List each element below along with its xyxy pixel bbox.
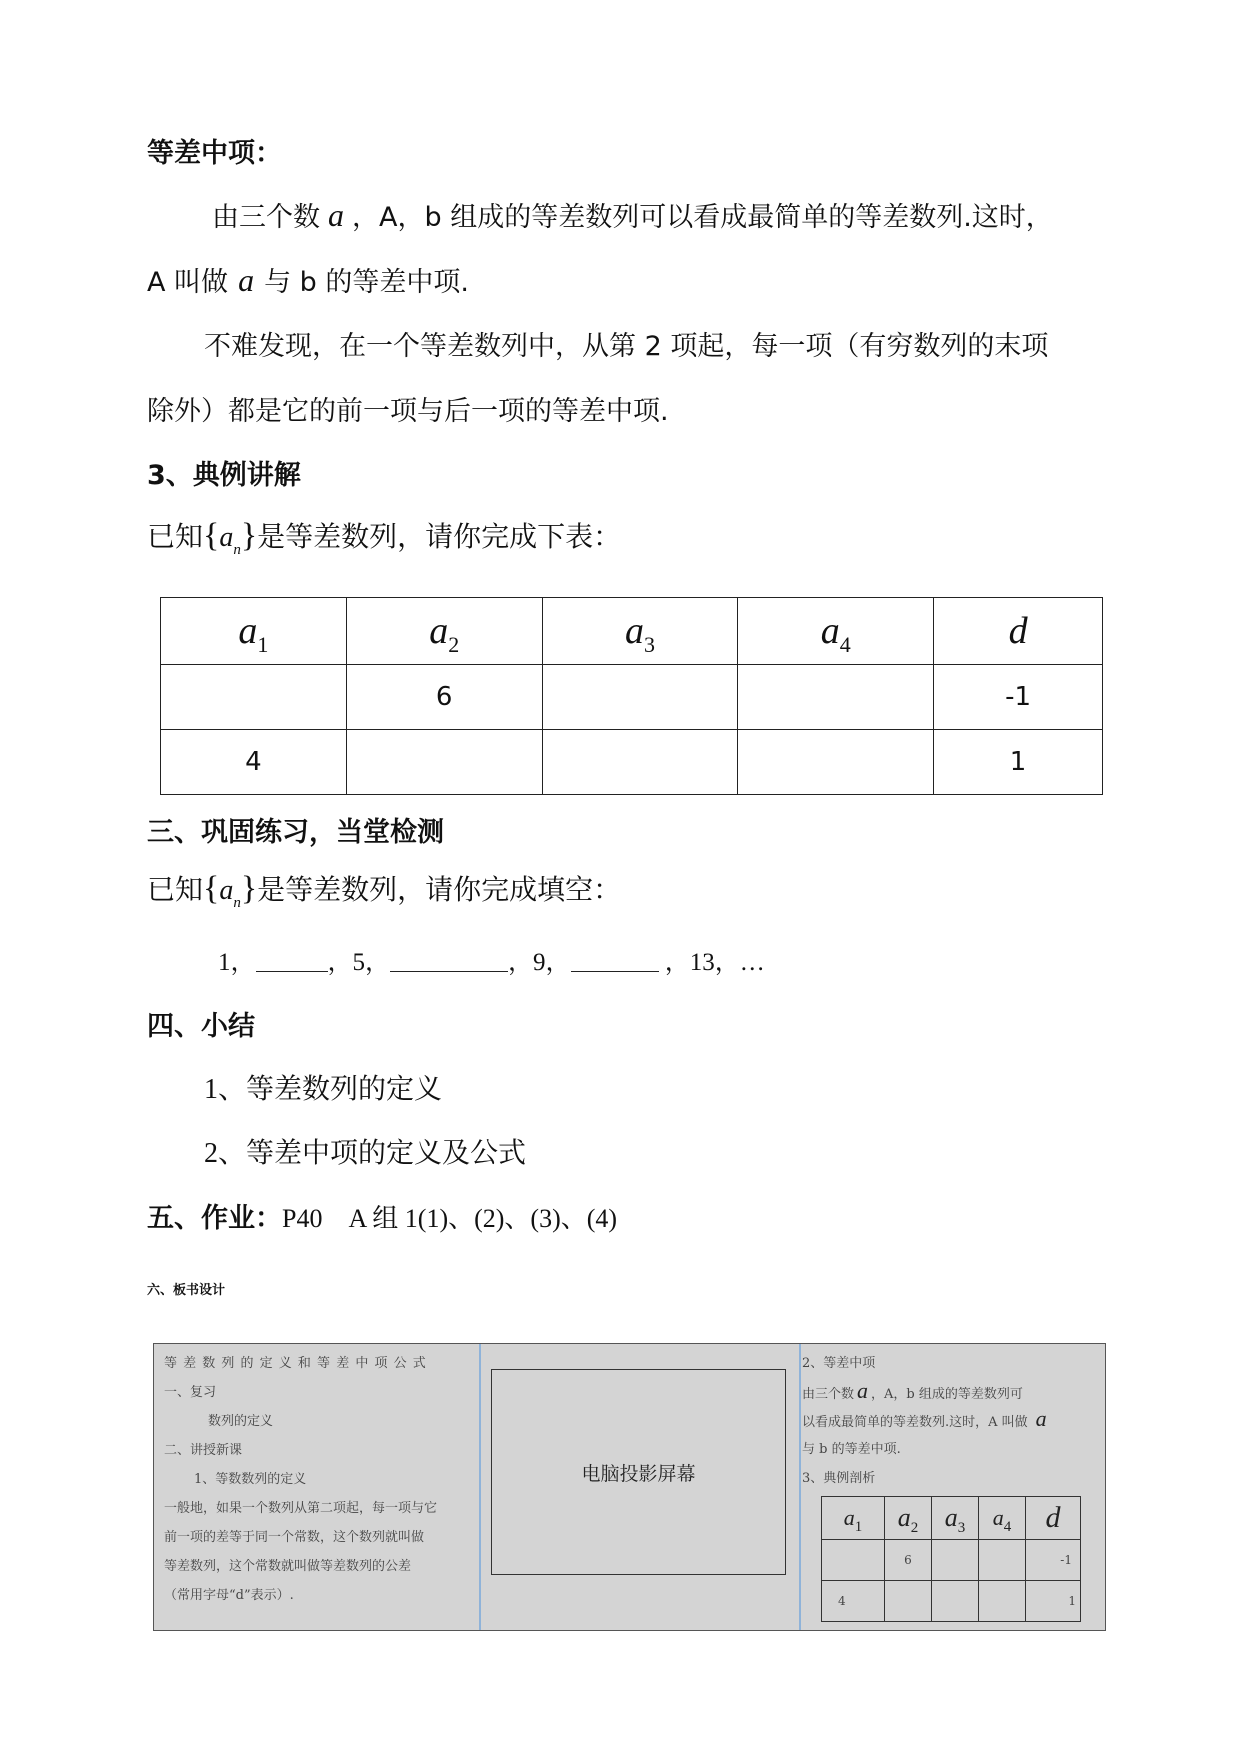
homework-line: [147, 1196, 617, 1235]
board-divider: [799, 1344, 801, 1630]
brace-right: }: [240, 870, 258, 907]
mini-cell: 1: [1026, 1581, 1081, 1622]
seq-sub: n: [233, 895, 241, 911]
section-title-median: 等差中项：: [147, 138, 282, 169]
board-left-line: （常用字母“d”表示）.: [164, 1588, 294, 1603]
mini-cell: 4: [822, 1581, 885, 1622]
board-left-title: 等 差 数 列 的 定 义 和 等 差 中 项 公 式: [164, 1356, 427, 1371]
table-cell[interactable]: [738, 665, 934, 730]
mini-header-row: [822, 1497, 1081, 1540]
table-header-cell: [542, 598, 738, 665]
table-cell[interactable]: -1: [934, 665, 1103, 730]
practice-intro: [147, 868, 622, 911]
example-intro: [147, 515, 622, 558]
math-var-a: a: [328, 197, 344, 233]
header-sub: 4: [839, 632, 851, 657]
homework-label: 五、作业：: [147, 1203, 282, 1234]
median-paragraph-2: [147, 260, 469, 299]
board-left-line: 一般地，如果一个数列从第二项起，每一项与它: [164, 1501, 438, 1516]
board-left-line: 1、等数数列的定义: [194, 1472, 307, 1487]
table-cell[interactable]: 1: [934, 730, 1103, 795]
median-paragraph-1: [212, 195, 1053, 234]
section-title-practice: 三、巩固练习，当堂检测: [147, 817, 444, 848]
brace-right: }: [240, 517, 258, 554]
table-cell[interactable]: [161, 665, 347, 730]
section-title-summary: 四、小结: [147, 1011, 255, 1042]
mini-cell: [932, 1581, 979, 1622]
summary-item: 1、等差数列的定义: [204, 1074, 443, 1105]
header-var: d: [1008, 610, 1028, 652]
header-var: a: [238, 610, 258, 652]
example-text: 是等差数列，请你完成下表：: [257, 522, 622, 553]
section-title-board: 六、板书设计: [147, 1283, 226, 1298]
board-left-line: 前一项的差等于同一个常数，这个数列就叫做: [164, 1530, 425, 1545]
brace-left: {: [203, 870, 220, 907]
header-var: a: [624, 610, 644, 652]
homework-text: P40 A 组 1(1)、(2)、(3)、(4): [282, 1204, 618, 1233]
median-text: ，A，b 组成的等差数列可以看成最简单的等差数列.这时，: [352, 202, 1053, 233]
header-sub: 1: [257, 632, 269, 657]
table-row: [161, 730, 1103, 795]
table-header-cell: [738, 598, 934, 665]
section-title-example: 3、典例讲解: [147, 460, 301, 491]
board-left-line: 一、复习: [164, 1385, 217, 1400]
math-var-a: a: [857, 1378, 869, 1403]
mini-cell: [885, 1581, 932, 1622]
board-divider: [479, 1344, 481, 1630]
mini-header-sub: 1: [854, 1519, 863, 1535]
summary-item: 2、等差中项的定义及公式: [204, 1138, 527, 1169]
mini-header-cell: [822, 1497, 885, 1540]
practice-text: 已知: [147, 875, 204, 906]
board-design: [153, 1343, 1106, 1631]
practice-sequence: [218, 942, 765, 978]
mini-row: [822, 1540, 1081, 1581]
mini-cell: -1: [1026, 1540, 1081, 1581]
mini-header-sub: 2: [910, 1520, 919, 1536]
header-sub: 3: [643, 632, 655, 657]
mini-header-var: a: [897, 1503, 911, 1532]
median-text: A 叫做: [147, 267, 229, 298]
mini-header-cell: [979, 1497, 1026, 1540]
table-row: [161, 665, 1103, 730]
projection-screen: 电脑投影屏幕: [491, 1369, 786, 1575]
table-cell[interactable]: 4: [161, 730, 347, 795]
mini-header-sub: 3: [957, 1520, 966, 1536]
board-right-text: 以看成最简单的等差数列.这时，A 叫做: [802, 1415, 1028, 1430]
board-left-line: 等差数列，这个常数就叫做等差数列的公差: [164, 1559, 412, 1574]
table-cell[interactable]: [542, 665, 738, 730]
mini-header-sub: 4: [1003, 1519, 1012, 1535]
fill-blank-2[interactable]: [390, 947, 508, 972]
board-left-line: 二、讲授新课: [164, 1443, 243, 1458]
board-right-line: 3、典例剖析: [802, 1471, 876, 1486]
header-var: a: [429, 610, 449, 652]
table-header-cell: [934, 598, 1103, 665]
header-sub: 2: [448, 632, 460, 657]
board-right-title: 2、等差中项: [802, 1356, 876, 1371]
table-cell[interactable]: [738, 730, 934, 795]
board-right-line: [802, 1406, 1047, 1432]
board-right-line: 与 b 的等差中项.: [802, 1442, 901, 1457]
math-var-a: a: [1035, 1406, 1047, 1431]
table-header-row: [161, 598, 1103, 665]
mini-header-cell: [932, 1497, 979, 1540]
mini-header-cell: [885, 1497, 932, 1540]
median-paragraph-4: 除外）都是它的前一项与后一项的等差中项.: [147, 396, 669, 427]
mini-header-var: a: [992, 1505, 1004, 1530]
mini-cell: [979, 1540, 1026, 1581]
mini-cell: [822, 1540, 885, 1581]
table-cell[interactable]: [542, 730, 738, 795]
mini-header-var: d: [1045, 1501, 1061, 1534]
mini-row: [822, 1581, 1081, 1622]
fill-blank-3[interactable]: [571, 947, 659, 972]
mini-header-var: a: [944, 1503, 958, 1532]
seq-term: ，13，…: [664, 949, 765, 976]
mini-cell: [979, 1581, 1026, 1622]
board-right-text: 由三个数: [802, 1387, 855, 1402]
mini-cell: 6: [885, 1540, 932, 1581]
sequence-table: [160, 597, 1103, 795]
practice-text: 是等差数列，请你完成填空：: [257, 875, 622, 906]
board-mini-table: [821, 1496, 1081, 1622]
header-var: a: [820, 610, 840, 652]
seq-var: a: [219, 875, 234, 906]
board-right-text: ，A，b 组成的等差数列可: [871, 1387, 1023, 1402]
seq-term: ，9，: [508, 949, 571, 976]
table-header-cell: [161, 598, 347, 665]
mini-header-var: a: [843, 1505, 855, 1530]
seq-var: a: [219, 522, 234, 553]
seq-term: ，5，: [327, 949, 391, 976]
seq-term: 1，: [218, 949, 256, 976]
table-cell[interactable]: 6: [346, 665, 542, 730]
board-right-line: [802, 1378, 1023, 1404]
math-var-a: a: [238, 262, 255, 298]
brace-left: {: [203, 517, 220, 554]
mini-header-cell: [1026, 1497, 1081, 1540]
table-cell[interactable]: [346, 730, 542, 795]
median-text: 与 b 的等差中项.: [264, 267, 469, 298]
seq-sub: n: [233, 542, 241, 558]
example-text: 已知: [147, 522, 204, 553]
fill-blank-1[interactable]: [256, 947, 328, 972]
mini-cell: [932, 1540, 979, 1581]
median-paragraph-3: 不难发现，在一个等差数列中，从第 2 项起，每一项（有穷数列的末项: [204, 331, 1049, 362]
median-text: 由三个数: [212, 202, 320, 233]
table-header-cell: [346, 598, 542, 665]
board-left-line: 数列的定义: [208, 1414, 274, 1429]
